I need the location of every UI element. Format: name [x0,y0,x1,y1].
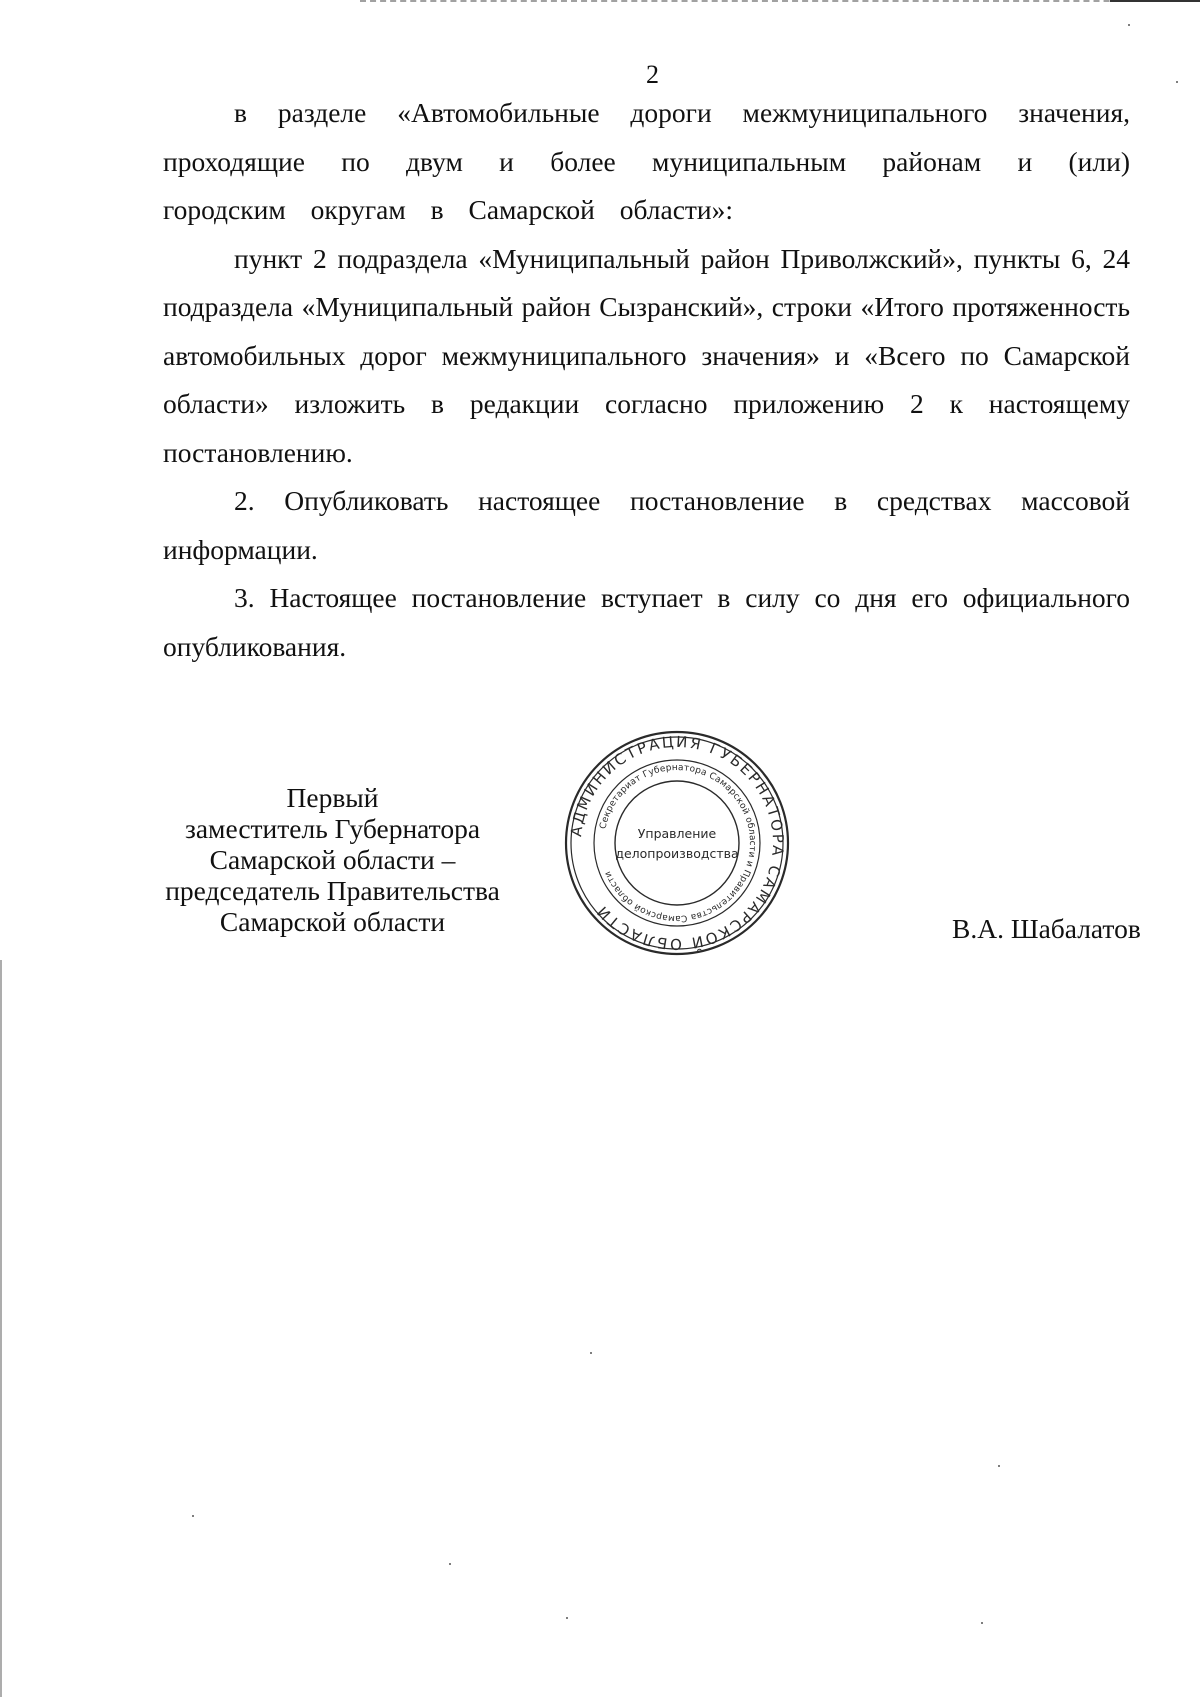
scan-speck [590,1352,592,1354]
scan-speck [998,1465,1000,1467]
paragraph-publication-clause: 2. Опубликовать настоящее постановление в средствах массовой информации. [163,485,1130,565]
signatory-line: Самарской области – [209,844,456,875]
seal-inner-text [598,763,757,923]
scan-artifact-top-line [360,0,1200,4]
scan-speck [981,1622,983,1624]
seal-center-line: делопроизводства [615,846,739,861]
seal-middle-ring [594,760,760,926]
signatory-line: заместитель Губернатора [184,813,481,844]
scan-speck [192,1515,194,1517]
seal-outer-text-path: АДМИНИСТРАЦИЯ ГУБЕРНАТОРА САМАРСКОЙ ОБЛАСТИ [567,732,788,954]
seal-center-line: Управление [637,826,717,841]
signatory-line: председатель Правительства [165,875,500,906]
scan-artifact-top-line-dark [1110,0,1200,2]
scan-speck [449,1563,451,1565]
signatory-position [150,782,515,937]
official-seal-stamp [562,728,792,958]
scan-speck [566,1617,568,1619]
paragraph-entry-into-force: 3. Настоящее постановление вступает в силу со дня его официального опубликования. [163,582,1130,662]
signatory-line: Первый [286,782,379,813]
seal-inner-text-path: Секретариат Губернатора Самарской области и Правительства Самарской области [598,762,758,924]
paragraph-section-reference: в разделе «Автомобильные дороги межмуниципального значения, проходящие по двум и более муниципальным районам и (или) городским округам в Самарской области»: [163,97,1130,225]
paragraph-amendment-details: пункт 2 подраздела «Муниципальный район Приволжский», пункты 6, 24 подраздела «Муниципальный район Сызранский», строки «Итого протяженность автомобильных дорог межмуниципального значения» и «Всего по Самарской области» изложить в редакции согласно приложению 2 к настоящему постановлению. [163,242,1130,468]
scan-speck [1128,24,1130,26]
signatory-line: Самарской области [219,906,446,937]
scan-artifact-left-edge [0,960,2,1697]
seal-inner-ring [615,781,739,905]
document-body [163,89,1130,671]
page-number: 2 [646,60,659,89]
signatory-name: В.А. Шабалатов [952,913,1141,944]
